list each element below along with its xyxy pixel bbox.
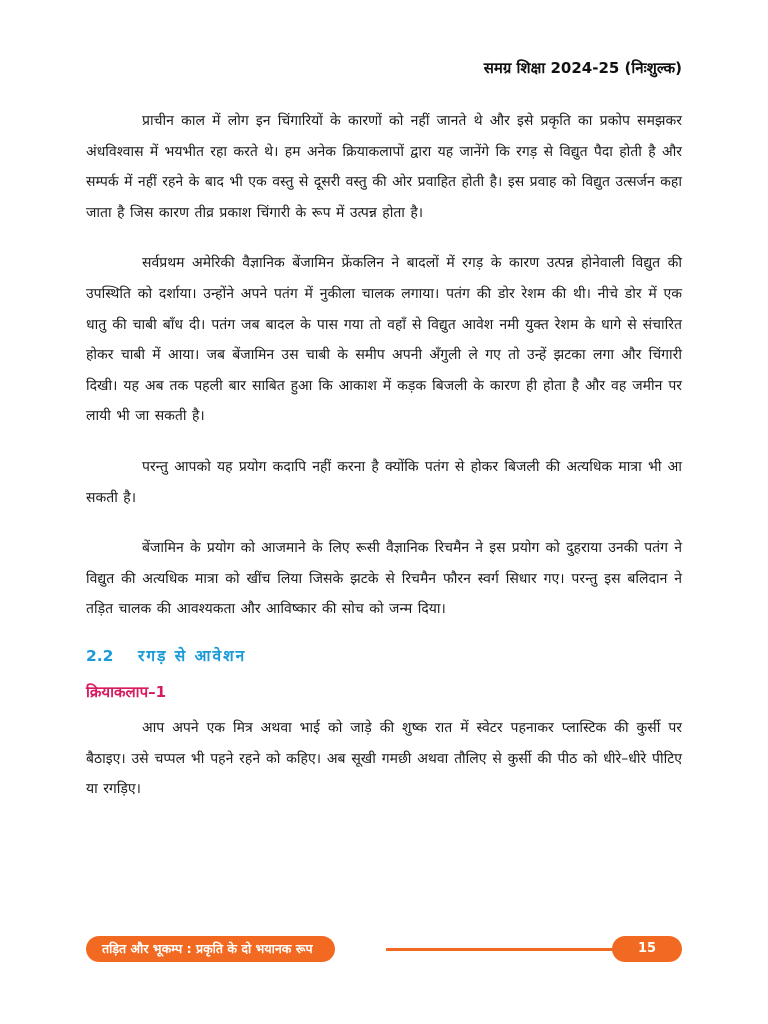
- footer-chapter-title: तड़ित और भूकम्प : प्रकृति के दो भयानक रूप: [86, 936, 335, 962]
- activity-text: आप अपने एक मित्र अथवा भाई को जाड़े की शुष्क रात में स्वेटर पहनाकर प्लास्टिक की कुर्सी पर बैठाइए। उसे चप्पल भी पहने रहने को कहिए। अब सूखी गमछी अथवा तौलिए से कुर्सी की पीठ को धीरे–धीरे पीटिए या रगड़िए।: [86, 719, 682, 798]
- paragraph-ancient-beliefs: प्राचीन काल में लोग इन चिंगारियों के कारणों को नहीं जानते थे और इसे प्रकृति का प्रकोप समझकर अंधविश्वास में भयभीत रहा करते थे। हम अनेक क्रियाकलापों द्वारा यह जानेंगे कि रगड़ से विद्युत पैदा होती है और सम्पर्क में नहीं रहने के बाद भी एक वस्तु से दूसरी वस्तु की ओर प्रवाहित होती है। इस प्रवाह को विद्युत उत्सर्जन कहा जाता है जिस कारण तीव्र प्रकाश चिंगारी के रूप में उत्पन्न होता है।: [86, 113, 682, 221]
- section-title: रगड़ से आवेशन: [138, 646, 247, 665]
- paragraph-richmann: बेंजामिन के प्रयोग को आजमाने के लिए रूसी वैज्ञानिक रिचमैन ने इस प्रयोग को दुहराया उनकी पतंग ने विद्युत की अत्यधिक मात्रा को खींच लिया जिसके झटके से रिचमैन फौरन स्वर्ग सिधार गए। परन्तु इस बलिदान ने तड़ित चालक की आवश्यकता और आविष्कार की सोच को जन्म दिया।: [86, 540, 682, 618]
- page-content: [86, 106, 682, 805]
- section-number: 2.2: [86, 646, 114, 665]
- footer-page-number: 15: [612, 936, 682, 962]
- page-footer: [86, 936, 682, 962]
- page-header: समग्र शिक्षा 2024-25 (निःशुल्क): [483, 59, 682, 77]
- paragraph-franklin-experiment: सर्वप्रथम अमेरिकी वैज्ञानिक बेंजामिन फ्रेंकलिन ने बादलों में रगड़ के कारण उत्पन्न होनेवाली विद्युत की उपस्थिति को दर्शाया। उन्होंने अपने पतंग में नुकीला चालक लगाया। पतंग की डोर रेशम की थी। नीचे डोर में एक धातु की चाबी बाँध दी। पतंग जब बादल के पास गया तो वहाँ से विद्युत आवेश नमी युक्त रेशम के धागे से संचारित होकर चाबी में आया। जब बेंजामिन उस चाबी के समीप अपनी अँगुली ले गए तो उन्हें झटका लगा और चिंगारी दिखी। यह अब तक पहली बार साबित हुआ कि आकाश में कड़क बिजली के कारण ही होता है और वह जमीन पर लायी भी जा सकती है।: [86, 255, 682, 425]
- section-heading: [86, 639, 682, 673]
- activity-heading: क्रियाकलाप–1: [86, 682, 167, 701]
- paragraph-warning: परन्तु आपको यह प्रयोग कदापि नहीं करना है क्योंकि पतंग से होकर बिजली की अत्यधिक मात्रा भी आ सकती है।: [86, 458, 682, 506]
- footer-divider-line: [386, 948, 618, 951]
